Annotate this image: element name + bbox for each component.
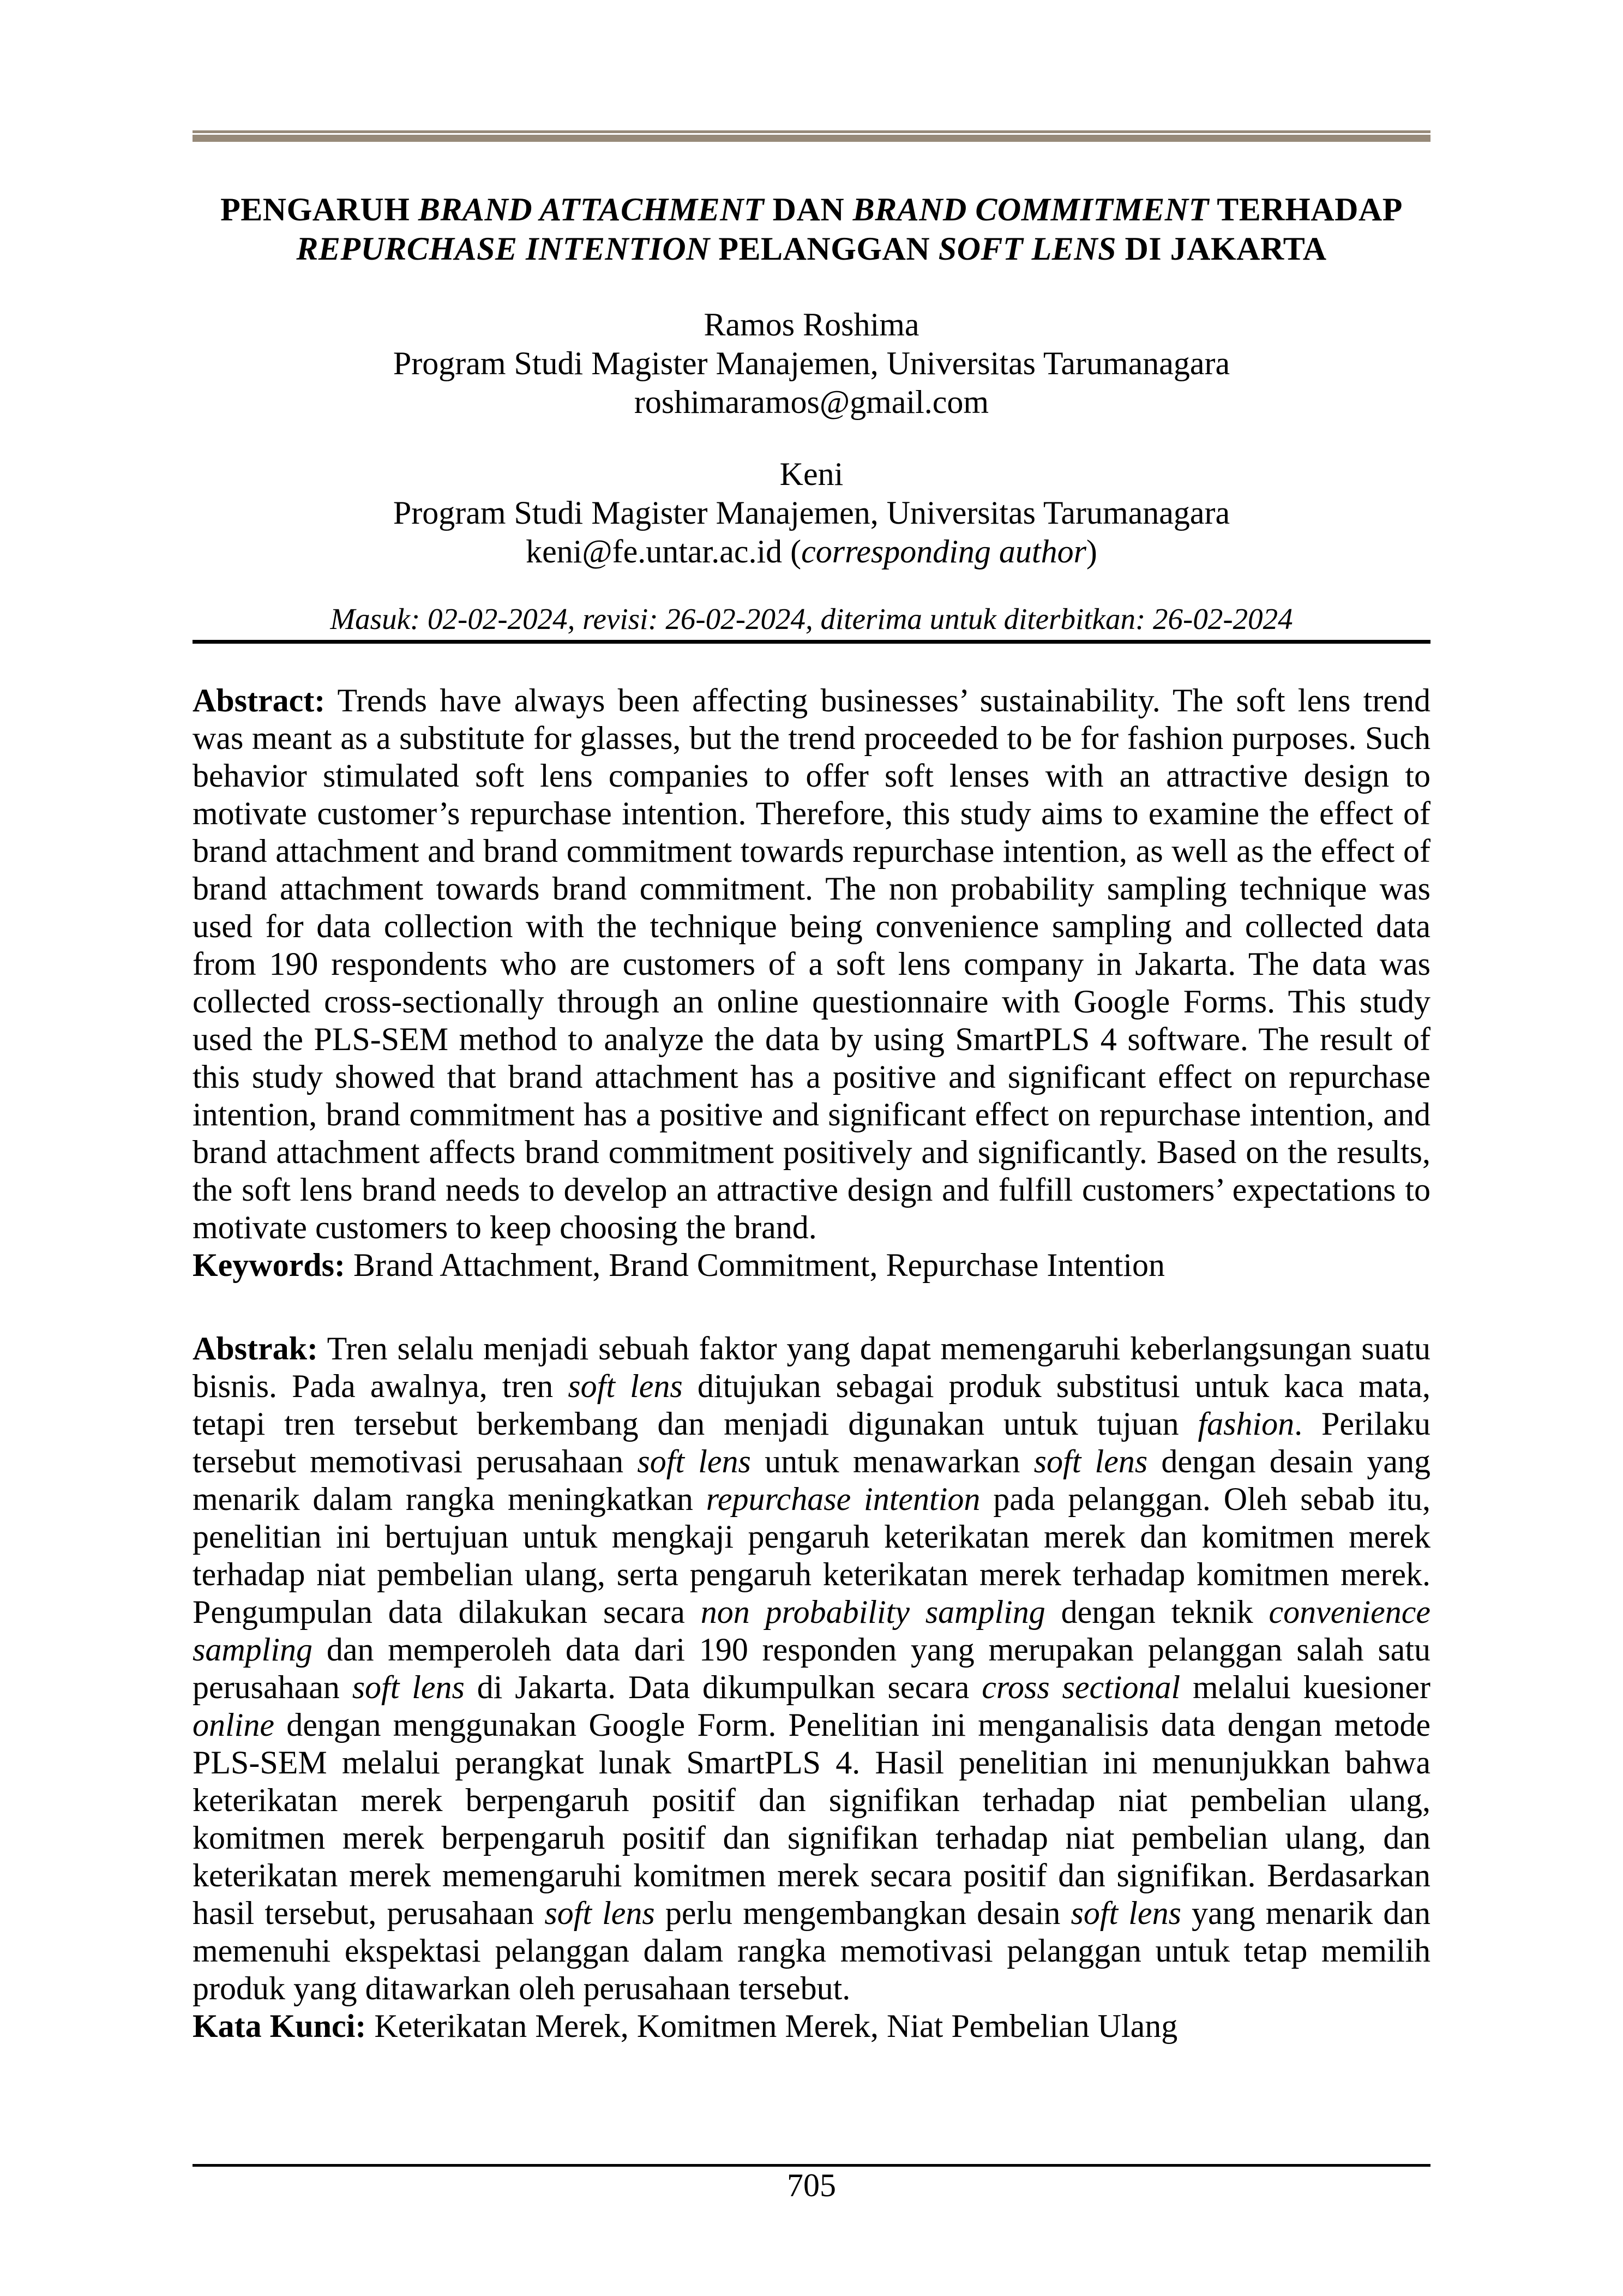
- paper-title-line-2: REPURCHASE INTENTION PELANGGAN SOFT LENS DI JAKARTA: [296, 231, 1327, 267]
- author-name: Keni: [779, 456, 844, 492]
- header-accent-bar-thin: [193, 130, 1430, 133]
- paper-title-line-1: PENGARUH BRAND ATTACHMENT DAN BRAND COMMITMENT TERHADAP: [220, 191, 1403, 227]
- abstract-section-id: [193, 1330, 1430, 2045]
- page-number: 705: [787, 2167, 836, 2203]
- abstract-section-en: [193, 682, 1430, 1284]
- author-affiliation: Program Studi Magister Manajemen, Universitas Tarumanagara: [393, 495, 1230, 531]
- abstract-paragraph-en: Abstract: Trends have always been affecting businesses’ sustainability. The soft lens trend was meant as a substitute for glasses, but the trend proceeded to be for fashion purposes. Such behavior stimulated soft lens companies to offer soft lenses with an attractive design to motivate customer’s repurchase intention. Therefore, this study aims to examine the effect of brand attachment and brand commitment towards repurchase intention, as well as the effect of brand attachment towards brand commitment. The non probability sampling technique was used for data collection with the technique being convenience sampling and collected data from 190 respondents who are customers of a soft lens company in Jakarta. The data was collected cross-sectionally through an online questionnaire with Google Forms. This study used the PLS-SEM method to analyze the data by using SmartPLS 4 software. The result of this study showed that brand attachment has a positive and significant effect on repurchase intention, brand commitment has a positive and significant effect on repurchase intention, and brand attachment affects brand commitment positively and significantly. Based on the results, the soft lens brand needs to develop an attractive design and fulfill customers’ expectations to motivate customers to keep choosing the brand.: [193, 682, 1430, 1245]
- author-block-1: [193, 305, 1430, 422]
- author-name: Ramos Roshima: [704, 307, 919, 343]
- abstract-paragraph-id: Abstrak: Tren selalu menjadi sebuah faktor yang dapat memengaruhi keberlangsungan suatu bisnis. Pada awalnya, tren soft lens ditujukan sebagai produk substitusi untuk kaca mata, tetapi tren tersebut berkembang dan menjadi digunakan untuk tujuan fashion. Perilaku tersebut memotivasi perusahaan soft lens untuk menawarkan soft lens dengan desain yang menarik dalam rangka meningkatkan repurchase intention pada pelanggan. Oleh sebab itu, penelitian ini bertujuan untuk mengkaji pengaruh keterikatan merek dan komitmen merek terhadap niat pembelian ulang, serta pengaruh keterikatan merek terhadap komitmen merek. Pengumpulan data dilakukan secara non probability sampling dengan teknik convenience sampling dan memperoleh data dari 190 responden yang merupakan pelanggan salah satu perusahaan soft lens di Jakarta. Data dikumpulkan secara cross sectional melalui kuesioner online dengan menggunakan Google Form. Penelitian ini menganalisis data dengan metode PLS-SEM melalui perangkat lunak SmartPLS 4. Hasil penelitian ini menunjukkan bahwa keterikatan merek berpengaruh positif dan signifikan terhadap niat pembelian ulang, komitmen merek berpengaruh positif dan signifikan terhadap niat pembelian ulang, dan keterikatan merek memengaruhi komitmen merek secara positif dan signifikan. Berdasarkan hasil tersebut, perusahaan soft lens perlu mengembangkan desain soft lens yang menarik dan memenuhi ekspektasi pelanggan dalam rangka memotivasi pelanggan untuk tetap memilih produk yang ditawarkan oleh perusahaan tersebut.: [193, 1330, 1431, 2006]
- header-accent-bar-thick: [193, 135, 1430, 142]
- submission-dates-line: Masuk: 02-02-2024, revisi: 26-02-2024, diterima untuk diterbitkan: 26-02-2024: [330, 602, 1293, 636]
- paper-title: [193, 190, 1430, 268]
- author-email: roshimaramos@gmail.com: [634, 384, 989, 420]
- keywords-line-id: Kata Kunci: Keterikatan Merek, Komitmen Merek, Niat Pembelian Ulang: [193, 2008, 1178, 2044]
- author-email: keni@fe.untar.ac.id (corresponding author): [526, 533, 1097, 569]
- author-affiliation: Program Studi Magister Manajemen, Universitas Tarumanagara: [393, 345, 1230, 381]
- keywords-line-en: Keywords: Brand Attachment, Brand Commitment, Repurchase Intention: [193, 1247, 1165, 1283]
- title-divider-rule: [193, 640, 1430, 644]
- author-block-2: [193, 455, 1430, 571]
